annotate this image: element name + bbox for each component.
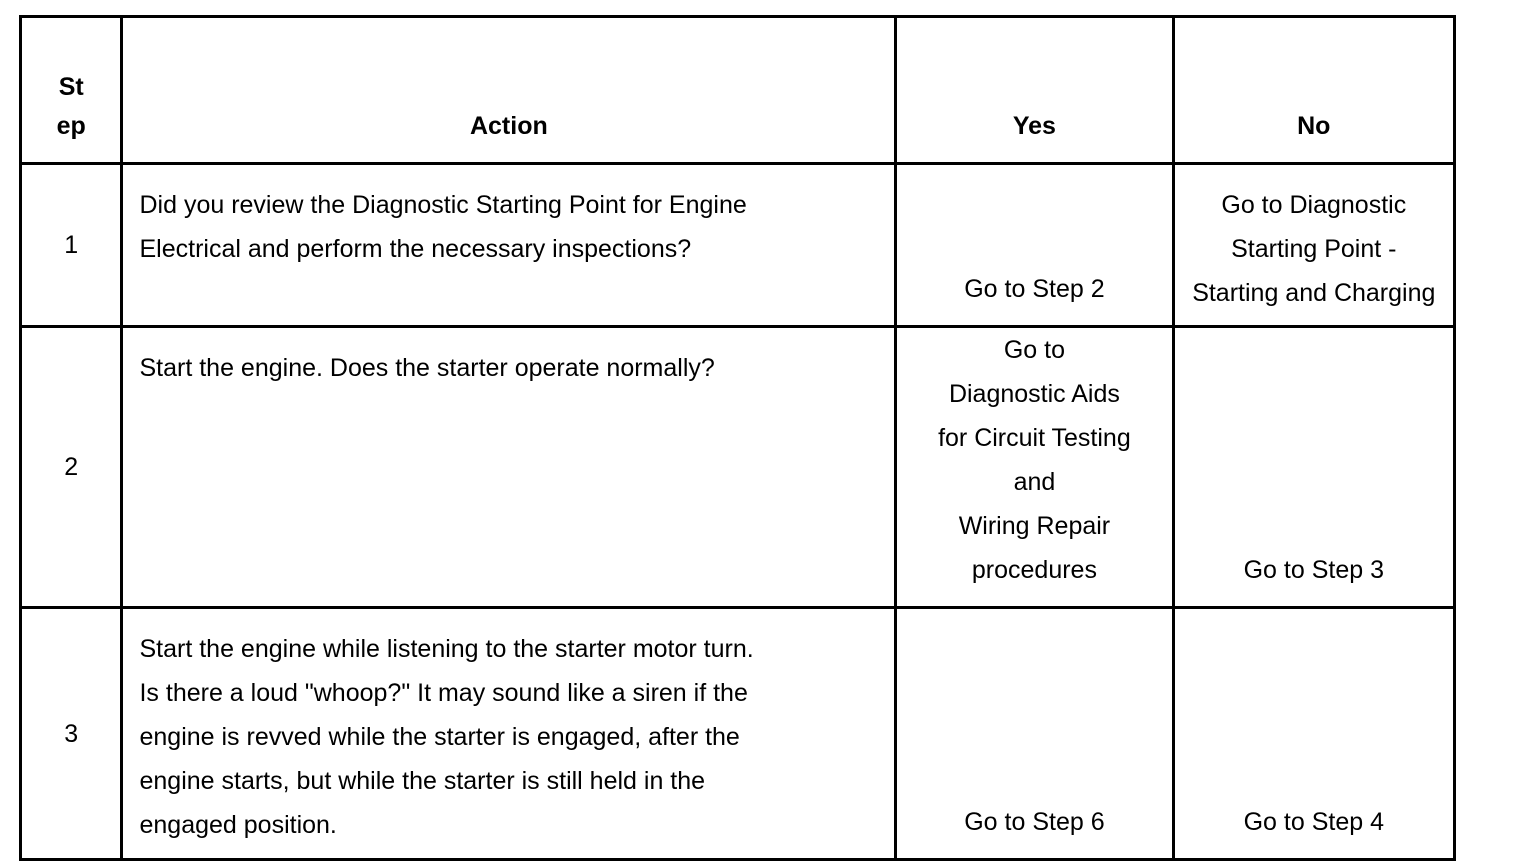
no-result-line: Starting and Charging <box>1192 279 1436 307</box>
header-no: No <box>1173 17 1454 164</box>
yes-result: Go to Step 6 <box>896 608 1173 860</box>
yes-result <box>896 327 1173 608</box>
no-result: Go to Step 3 <box>1173 327 1454 608</box>
action-line: engine starts, but while the starter is still held in the <box>139 767 706 795</box>
action-line: engine is revved while the starter is engaged, after the <box>139 723 740 751</box>
yes-result-line: Go to <box>1003 336 1065 364</box>
table-header-row <box>21 17 1455 164</box>
action-line: engaged position. <box>139 811 337 839</box>
step-number: 1 <box>21 164 122 327</box>
step-number: 3 <box>21 608 122 860</box>
no-result: Go to Step 4 <box>1173 608 1454 860</box>
header-yes: Yes <box>896 17 1173 164</box>
yes-result-line: Diagnostic Aids <box>948 380 1120 408</box>
table-row <box>21 164 1455 327</box>
action-text <box>122 327 896 608</box>
yes-result-line: Wiring Repair <box>958 512 1111 540</box>
header-step: St ep <box>21 17 122 164</box>
yes-result-line: for Circuit Testing <box>938 424 1131 452</box>
yes-result: Go to Step 2 <box>896 164 1173 327</box>
action-line: Start the engine. Does the starter operate normally? <box>139 354 715 382</box>
action-line: Start the engine while listening to the starter motor turn. <box>139 635 754 663</box>
action-line: Did you review the Diagnostic Starting Point for Engine <box>139 191 747 219</box>
table-row <box>21 327 1455 608</box>
action-line: Electrical and perform the necessary inspections? <box>139 235 692 263</box>
table-row <box>21 608 1455 860</box>
header-action: Action <box>122 17 896 164</box>
step-number: 2 <box>21 327 122 608</box>
yes-result-line: procedures <box>971 556 1097 584</box>
no-result-line: Starting Point - <box>1231 235 1397 263</box>
diagnostic-table <box>19 15 1456 861</box>
yes-result-line: and <box>1013 468 1056 496</box>
no-result <box>1173 164 1454 327</box>
action-text <box>122 608 896 860</box>
action-text <box>122 164 896 327</box>
no-result-line: Go to Diagnostic <box>1221 191 1407 219</box>
action-line: Is there a loud "whoop?" It may sound like a siren if the <box>139 679 748 707</box>
